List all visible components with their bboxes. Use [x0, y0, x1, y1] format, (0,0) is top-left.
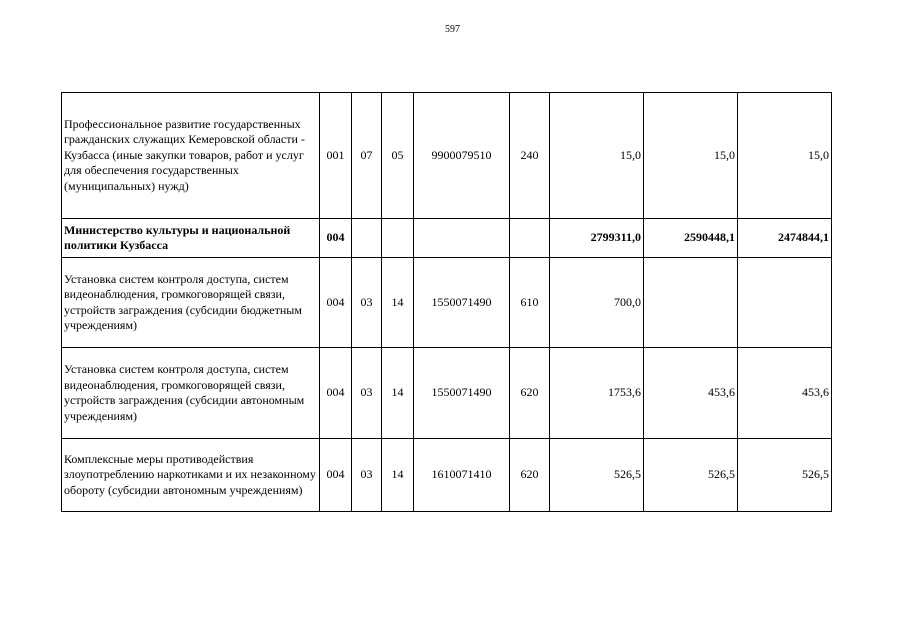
target-article-code: 1550071490 [414, 348, 510, 439]
ministry-code: 004 [320, 439, 352, 512]
target-article-code: 1550071490 [414, 258, 510, 348]
amount-year-2: 2590448,1 [644, 219, 738, 258]
ministry-code: 004 [320, 348, 352, 439]
amount-year-3: 15,0 [738, 93, 832, 219]
row-name: Установка систем контроля доступа, систем видеонаблюдения, громкоговорящей связи, устройств заграждения (субсидии автономным учреждениям) [62, 348, 320, 439]
row-name: Министерство культуры и национальной политики Кузбасса [62, 219, 320, 258]
amount-year-1: 1753,6 [550, 348, 644, 439]
subsection-code: 14 [382, 258, 414, 348]
budget-table [61, 92, 832, 512]
row-name: Установка систем контроля доступа, систем видеонаблюдения, громкоговорящей связи, устройств заграждения (субсидии бюджетным учреждениям) [62, 258, 320, 348]
amount-year-2: 15,0 [644, 93, 738, 219]
row-name: Профессиональное развитие государственных гражданских служащих Кемеровской области - Кузбасса (иные закупки товаров, работ и услуг для обеспечения государственных (муниципальных) нужд) [62, 93, 320, 219]
page-number: 597 [445, 24, 460, 35]
table-row [62, 258, 832, 348]
expense-type-code: 620 [510, 439, 550, 512]
section-code [352, 219, 382, 258]
amount-year-1: 700,0 [550, 258, 644, 348]
table-row [62, 348, 832, 439]
amount-year-3: 453,6 [738, 348, 832, 439]
section-code: 03 [352, 348, 382, 439]
table-row [62, 219, 832, 258]
ministry-code: 001 [320, 93, 352, 219]
table-row [62, 439, 832, 512]
amount-year-2: 453,6 [644, 348, 738, 439]
subsection-code: 05 [382, 93, 414, 219]
target-article-code: 1610071410 [414, 439, 510, 512]
expense-type-code: 610 [510, 258, 550, 348]
target-article-code [414, 219, 510, 258]
amount-year-2: 526,5 [644, 439, 738, 512]
table-row [62, 93, 832, 219]
expense-type-code [510, 219, 550, 258]
ministry-code: 004 [320, 258, 352, 348]
expense-type-code: 620 [510, 348, 550, 439]
section-code: 03 [352, 258, 382, 348]
amount-year-1: 2799311,0 [550, 219, 644, 258]
subsection-code: 14 [382, 348, 414, 439]
amount-year-2 [644, 258, 738, 348]
section-code: 03 [352, 439, 382, 512]
ministry-code: 004 [320, 219, 352, 258]
subsection-code [382, 219, 414, 258]
amount-year-1: 526,5 [550, 439, 644, 512]
amount-year-3: 2474844,1 [738, 219, 832, 258]
subsection-code: 14 [382, 439, 414, 512]
section-code: 07 [352, 93, 382, 219]
target-article-code: 9900079510 [414, 93, 510, 219]
amount-year-3: 526,5 [738, 439, 832, 512]
expense-type-code: 240 [510, 93, 550, 219]
amount-year-1: 15,0 [550, 93, 644, 219]
row-name: Комплексные меры противодействия злоупотреблению наркотиками и их незаконному обороту (субсидии автономным учреждениям) [62, 439, 320, 512]
amount-year-3 [738, 258, 832, 348]
